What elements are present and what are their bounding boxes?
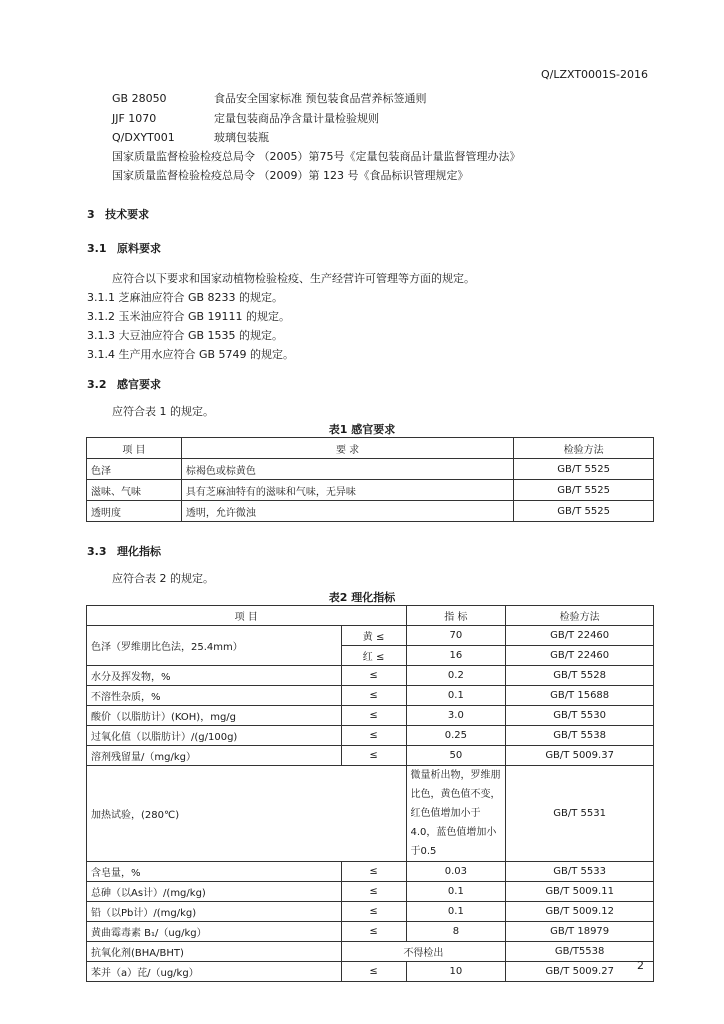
table-row: [87, 942, 654, 962]
clause: 3.1.4 生产用水应符合 GB 5749 的规定。: [87, 348, 295, 361]
table-row: [87, 666, 654, 686]
cell-method: GB/T 22460: [506, 626, 654, 646]
section-heading: [87, 240, 161, 256]
cell-comparator: 黄 ≤: [341, 626, 406, 646]
cell-item: 加热试验，(280℃): [87, 766, 407, 862]
reference-title: 定量包装商品净含量计量检验规则: [214, 112, 379, 125]
cell-value: 50: [406, 746, 506, 766]
table-row: [87, 862, 654, 882]
page-number: 2: [637, 959, 644, 972]
section-number: 3.3: [87, 545, 107, 558]
table-row: [87, 766, 654, 862]
cell-item: 铅（以Pb计）/(mg/kg): [87, 902, 342, 922]
cell-item: 色泽（罗维朋比色法，25.4mm）: [87, 626, 342, 666]
table-row: [87, 480, 654, 501]
cell-item: 不溶性杂质，%: [87, 686, 342, 706]
cell-item: 含皂量，%: [87, 862, 342, 882]
cell-comparator: ≤: [341, 922, 406, 942]
cell-value: 0.25: [406, 726, 506, 746]
column-header: 指 标: [406, 606, 506, 626]
cell-item: 滋味、气味: [87, 480, 182, 501]
table-row: [87, 501, 654, 522]
table-row: [87, 922, 654, 942]
table-row: [87, 459, 654, 480]
cell-value: 0.03: [406, 862, 506, 882]
table-row: [87, 626, 654, 646]
cell-value: 8: [406, 922, 506, 942]
section-title: 理化指标: [117, 545, 161, 558]
physicochemical-table: [86, 605, 654, 982]
reference-row: [112, 148, 521, 164]
table-row: [87, 726, 654, 746]
cell-item: 透明度: [87, 501, 182, 522]
cell-comparator: 红 ≤: [341, 646, 406, 666]
cell-comparator: ≤: [341, 686, 406, 706]
cell-item: 酸价（以脂肪计）(KOH)，mg/g: [87, 706, 342, 726]
sensory-table: [86, 437, 654, 522]
section-number: 3: [87, 208, 95, 221]
cell-value: 0.1: [406, 686, 506, 706]
paragraph: 应符合以下要求和国家动植物检验检疫、生产经营许可管理等方面的规定。: [112, 272, 475, 285]
cell-method: GB/T 5009.37: [506, 746, 654, 766]
cell-method: GB/T 5531: [506, 766, 654, 862]
cell-method: GB/T 5533: [506, 862, 654, 882]
reference-row: [112, 90, 427, 106]
cell-method: GB/T 15688: [506, 686, 654, 706]
table-row: [87, 962, 654, 982]
cell-value: 3.0: [406, 706, 506, 726]
column-header: 项 目: [87, 606, 407, 626]
cell-comparator: ≤: [341, 746, 406, 766]
cell-item: 色泽: [87, 459, 182, 480]
cell-item: 抗氧化剂(BHA/BHT): [87, 942, 342, 962]
cell-method: GB/T 22460: [506, 646, 654, 666]
section-title: 技术要求: [105, 208, 150, 221]
reference-title: 食品安全国家标准 预包装食品营养标签通则: [214, 92, 427, 105]
reference-row: [112, 129, 269, 145]
cell-comparator: ≤: [341, 962, 406, 982]
clause: 3.1.2 玉米油应符合 GB 19111 的规定。: [87, 310, 291, 323]
cell-item: 过氧化值（以脂肪计）/(g/100g): [87, 726, 342, 746]
cell-method: GB/T 5525: [514, 480, 654, 501]
table-header-row: [87, 438, 654, 459]
cell-requirement: 具有芝麻油特有的滋味和气味，无异味: [181, 480, 513, 501]
column-header: 项 目: [87, 438, 182, 459]
reference-code: 国家质量监督检验检疫总局令 （2009）第 123 号《食品标识管理规定》: [112, 169, 469, 182]
table-row: [87, 686, 654, 706]
section-number: 3.2: [87, 378, 107, 391]
cell-comparator: ≤: [341, 882, 406, 902]
cell-comparator: ≤: [341, 666, 406, 686]
paragraph: 应符合表 1 的规定。: [112, 405, 214, 418]
reference-title: 玻璃包装瓶: [214, 131, 269, 144]
cell-method: GB/T 5525: [514, 501, 654, 522]
column-header: 检验方法: [506, 606, 654, 626]
section-heading: [87, 543, 161, 559]
table-header-row: [87, 606, 654, 626]
section-number: 3.1: [87, 242, 107, 255]
section-heading: [87, 206, 149, 222]
cell-comparator: ≤: [341, 706, 406, 726]
section-title: 感官要求: [117, 378, 161, 391]
table-row: [87, 882, 654, 902]
reference-row: [112, 110, 379, 126]
cell-value: 70: [406, 626, 506, 646]
cell-requirement: 透明，允许微浊: [181, 501, 513, 522]
cell-value: 10: [406, 962, 506, 982]
cell-method: GB/T 5538: [506, 726, 654, 746]
table-row: [87, 902, 654, 922]
cell-requirement: 棕褐色或棕黄色: [181, 459, 513, 480]
cell-method: GB/T 5530: [506, 706, 654, 726]
cell-value: 不得检出: [341, 942, 506, 962]
reference-code: 国家质量监督检验检疫总局令 （2005）第75号《定量包装商品计量监督管理办法》: [112, 150, 521, 163]
table-row: [87, 706, 654, 726]
cell-value: 16: [406, 646, 506, 666]
cell-value: 0.2: [406, 666, 506, 686]
column-header: 要 求: [181, 438, 513, 459]
cell-item: 溶剂残留量/（mg/kg）: [87, 746, 342, 766]
clause: 3.1.1 芝麻油应符合 GB 8233 的规定。: [87, 291, 284, 304]
reference-code: JJF 1070: [112, 112, 157, 125]
cell-value: 0.1: [406, 902, 506, 922]
cell-method: GB/T 18979: [506, 922, 654, 942]
cell-item: 水分及挥发物，%: [87, 666, 342, 686]
table-row: [87, 746, 654, 766]
reference-code: GB 28050: [112, 92, 167, 105]
section-title: 原料要求: [117, 242, 161, 255]
table-caption: 表2 理化指标: [328, 591, 396, 604]
cell-value: 微量析出物，罗维朋比色，黄色值不变，红色值增加小于4.0，蓝色值增加小于0.5: [406, 766, 506, 862]
cell-item: 总砷（以As计）/(mg/kg): [87, 882, 342, 902]
cell-item: 黄曲霉毒素 B₁/（ug/kg）: [87, 922, 342, 942]
document-code: Q/LZXT0001S-2016: [540, 68, 648, 81]
cell-method: GB/T 5525: [514, 459, 654, 480]
cell-method: GB/T 5528: [506, 666, 654, 686]
cell-comparator: ≤: [341, 862, 406, 882]
clause: 3.1.3 大豆油应符合 GB 1535 的规定。: [87, 329, 284, 342]
cell-method: GB/T 5009.27: [506, 962, 654, 982]
cell-item: 苯并（a）芘/（ug/kg）: [87, 962, 342, 982]
cell-method: GB/T 5009.11: [506, 882, 654, 902]
column-header: 检验方法: [514, 438, 654, 459]
section-heading: [87, 376, 161, 392]
cell-comparator: ≤: [341, 902, 406, 922]
cell-method: GB/T5538: [506, 942, 654, 962]
reference-row: [112, 167, 468, 183]
cell-comparator: ≤: [341, 726, 406, 746]
cell-method: GB/T 5009.12: [506, 902, 654, 922]
cell-value: 0.1: [406, 882, 506, 902]
table-caption: 表1 感官要求: [328, 423, 396, 436]
reference-code: Q/DXYT001: [112, 131, 175, 144]
paragraph: 应符合表 2 的规定。: [112, 572, 214, 585]
